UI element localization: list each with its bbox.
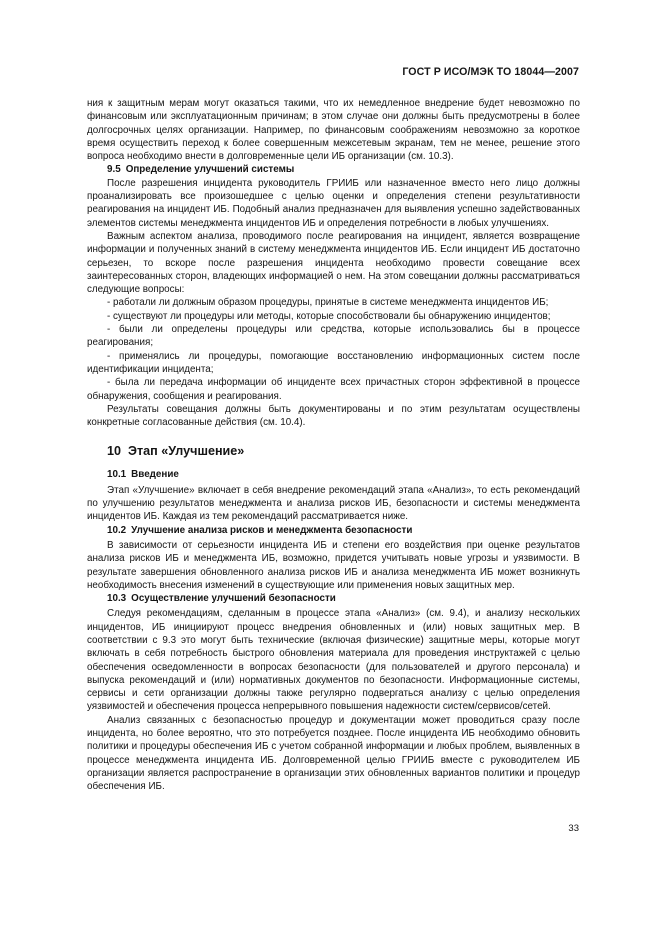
paragraph: В зависимости от серьезности инцидента ИБ и степени его воздействия при оценке результатов анализа рисков ИБ и менеджмента ИБ, возможно, придется учитывать новые угрозы и уязвимости. В результате завершения обновленного анализа рисков ИБ и анализа менеджмента ИБ может возникнуть необходимость внесения изменений в существующие или применения новых защитных мер.: [87, 539, 580, 591]
section-title: Введение: [131, 469, 179, 481]
section-title: Улучшение анализа рисков и менеджмента безопасности: [131, 524, 413, 536]
section-9-5-heading: [87, 163, 580, 176]
section-10-2-heading: [87, 524, 580, 537]
paragraph: Результаты совещания должны быть документированы и по этим результатам осуществлены конкретные согласованные действия (см. 10.4).: [87, 403, 580, 429]
page-number: 33: [568, 823, 579, 834]
section-10-3-heading: [87, 592, 580, 605]
paragraph: Анализ связанных с безопасностью процедур и документации может проводиться сразу после инцидента, но более вероятно, что это потребуется позднее. После инцидента ИБ необходимо обновить политики и процедуры обеспечения ИБ с учетом собранной информации и любых проблем, выявленных в процессе менеджмента инцидента ИБ. Долговременной целью ГРИИБ вместе с руководителем ИБ организации является распространение в организации этих обновленных вариантов политики и процедур обеспечения ИБ.: [87, 714, 580, 793]
section-10-heading: [87, 443, 580, 459]
document-body: [87, 97, 580, 794]
intro-paragraph: ния к защитным мерам могут оказаться такими, что их немедленное внедрение будет невозможно по финансовым или эксплуатационным причинам; в этом случае они должны быть предусмотрены в более долгосрочных целях организации. Например, по финансовым соображениям невозможно за короткое время осуществить переход к более совершенным межсетевым экранам, тем не менее, решение этого вопроса необходимо внести в долговременные цели ИБ организации (см. 10.3).: [87, 98, 580, 163]
list-item: - была ли передача информации об инциденте всех причастных сторон эффективной в процессе обнаружения, сообщения и реагирования.: [87, 377, 580, 402]
section-number: 10: [107, 444, 122, 459]
document-header: ГОСТ Р ИСО/МЭК ТО 18044—2007: [402, 66, 579, 78]
section-title: Этап «Улучшение»: [128, 444, 245, 459]
section-10-1-heading: [87, 468, 580, 481]
list-item: - существуют ли процедуры или методы, которые способствовали бы обнаружению инцидентов;: [107, 310, 551, 322]
list-item: - работали ли должным образом процедуры, принятые в системе менеджмента инцидентов ИБ;: [107, 297, 549, 309]
paragraph: Следуя рекомендациям, сделанным в процессе этапа «Анализ» (см. 9.4), и анализу нескольких инцидентов, ИБ инициируют процесс внедрения обновленных и (или) новых защитных мер. В соответствии с 9.3 это могут быть технические (включая физические) защитные меры, которые могут включать в себя потребность быстрого обновления материала для проведения инструктажей с целью обеспечения осведомленности в вопросах безопасности (для пользователей и другого персонала) и выпуска рекомендаций и (или) нормативных документов по безопасности. Информационные системы, сервисы и сети организации должны также регулярно подвергаться анализу с целью определения уязвимостей и обеспечения процесса непрерывного повышения надежности систем/сервисов/сетей.: [87, 608, 580, 713]
section-number: 10.2: [107, 524, 127, 536]
section-number: 9.5: [107, 164, 121, 176]
section-number: 10.3: [107, 593, 127, 605]
section-number: 10.1: [107, 469, 127, 481]
section-title: Осуществление улучшений безопасности: [131, 593, 336, 605]
list-item: - применялись ли процедуры, помогающие восстановлению информационных систем после идентификации инцидента;: [87, 350, 580, 375]
list-item: - были ли определены процедуры или средства, которые использовались бы в процессе реагирования;: [87, 324, 580, 349]
paragraph: Этап «Улучшение» включает в себя внедрение рекомендаций этапа «Анализ», то есть рекомендаций по улучшению результатов менеджмента и анализа рисков ИБ, безопасности и системы менеджмента инцидентов ИБ. Каждая из тем рекомендаций рассматривается ниже.: [87, 484, 580, 523]
paragraph: После разрешения инцидента руководитель ГРИИБ или назначенное вместо него лицо должны проанализировать все произошедшее с целью оценки и определения степени результативности реагирования на инцидент ИБ. Подобный анализ предназначен для выявления успешно задействованных элементов системы менеджмента инцидентов ИБ и определения потребности в любых улучшениях.: [87, 177, 580, 229]
paragraph: Важным аспектом анализа, проводимого после реагирования на инцидент, является возвращение информации и полученных знаний в систему менеджмента инцидентов ИБ. Если инцидент ИБ достаточно серьезен, то вскоре после разрешения инцидента необходимо провести совещание всех заинтересованных сторон, владеющих информацией о нем. На этом совещании должны рассматриваться следующие вопросы:: [87, 230, 580, 296]
section-title: Определение улучшений системы: [125, 164, 295, 176]
